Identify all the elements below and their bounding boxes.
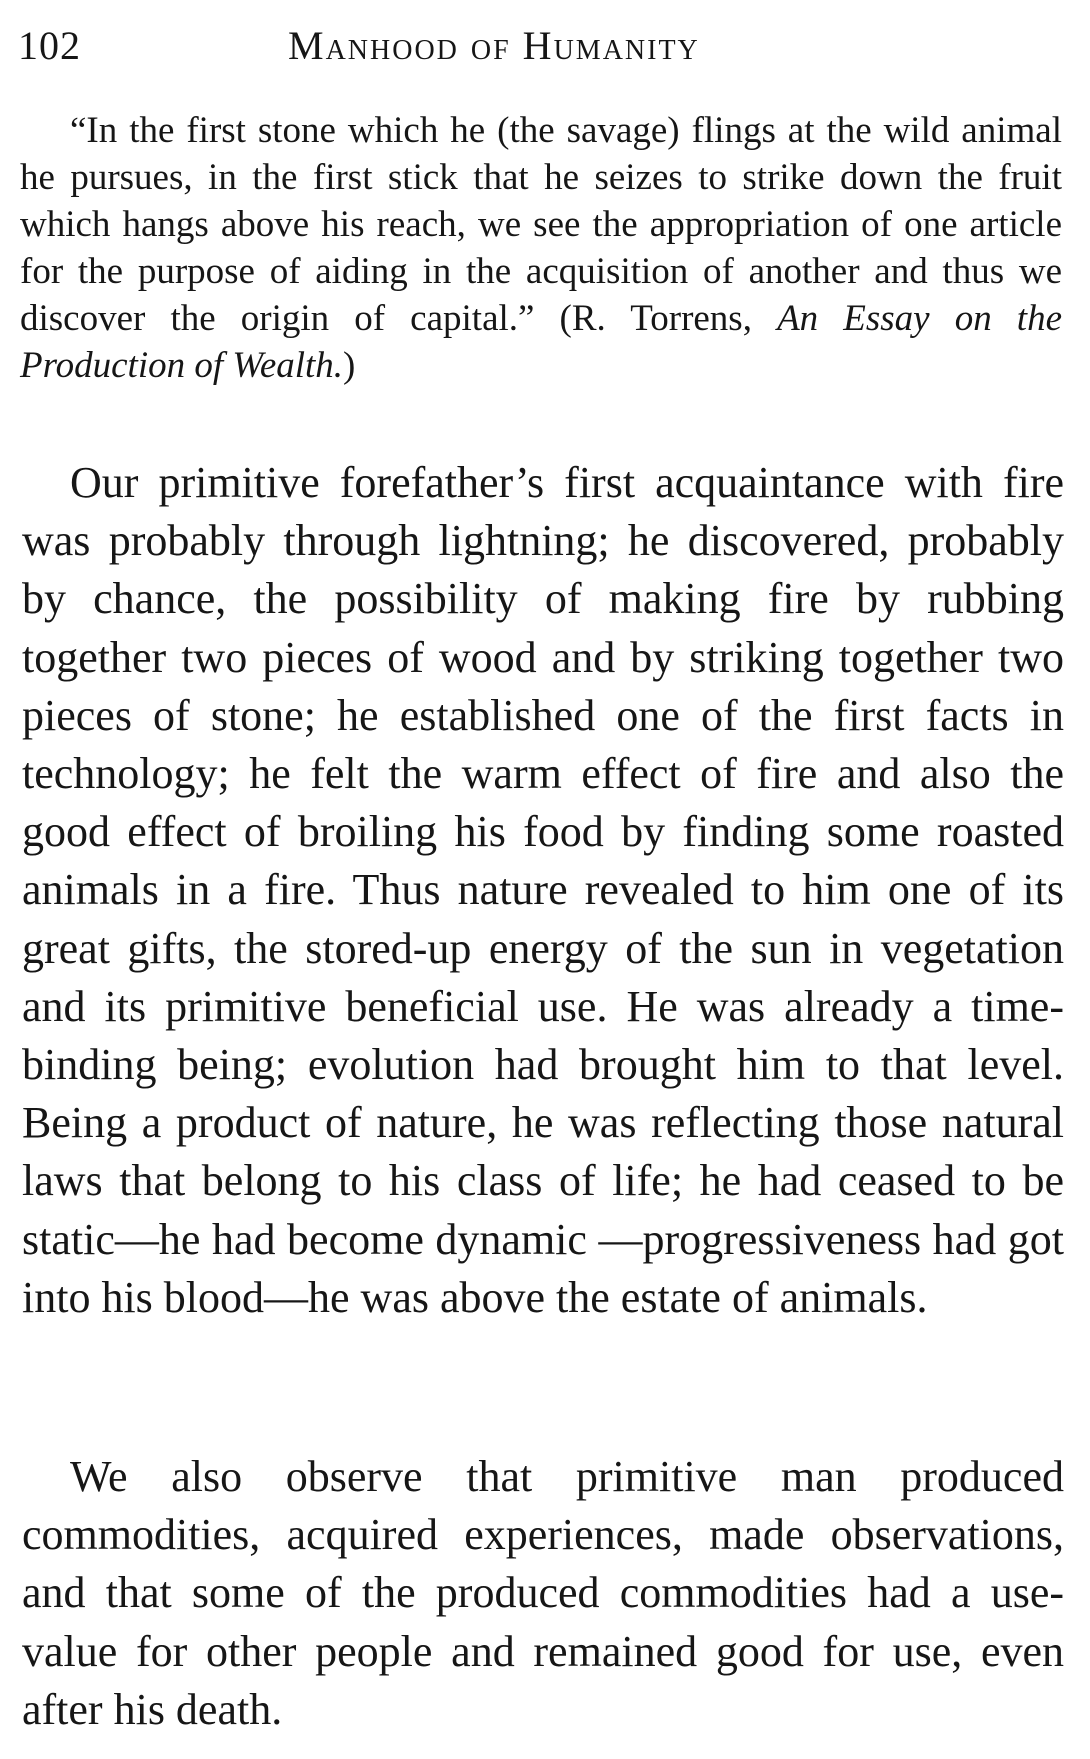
body-paragraph-2: We also observe that primitive man produced commodities, acquired experiences, made observations, and that some of the produced commodities had a use-value for other people and remained good for use, even after his death. — [22, 1452, 1064, 1734]
body-paragraph-1: Our primitive forefather’s first acquaintance with fire was probably through lightning; he discovered, probably by chance, the possibility of making fire by rubbing together two pieces of wood and by striking together two pieces of stone; he established one of the first facts in technology; he felt the warm effect of fire and also the good effect of broiling his food by finding some roasted animals in a fire. Thus nature revealed to him one of its great gifts, the stored-up energy of the sun in vegetation and its primitive beneficial use. He was already a time-binding being; evolution had brought him to that level. Being a product of nature, he was reflecting those natural laws that belong to his class of life; he had ceased to be static—he had become dynamic —progressiveness had got into his blood—he was above the estate of animals. — [22, 458, 1064, 1322]
running-head — [18, 18, 1068, 74]
quote-paragraph — [20, 107, 1062, 389]
epigraph-quote — [20, 107, 1062, 389]
running-title: Manhood of Humanity — [288, 23, 700, 68]
page-number: 102 — [18, 23, 81, 68]
quote-text: “In the first stone which he (the savage) flings at the wild animal he pursues, in the first stick that he seizes to strike down the fruit which hangs above his reach, we see the appropriation of one article for the purpose of aiding in the acquisition of another and thus we discover the origin of capital.” (R. Torrens, — [20, 110, 1062, 339]
quote-source-title: An Essay on the Production of Wealth. — [20, 298, 1063, 386]
quote-closing: ) — [343, 345, 356, 386]
